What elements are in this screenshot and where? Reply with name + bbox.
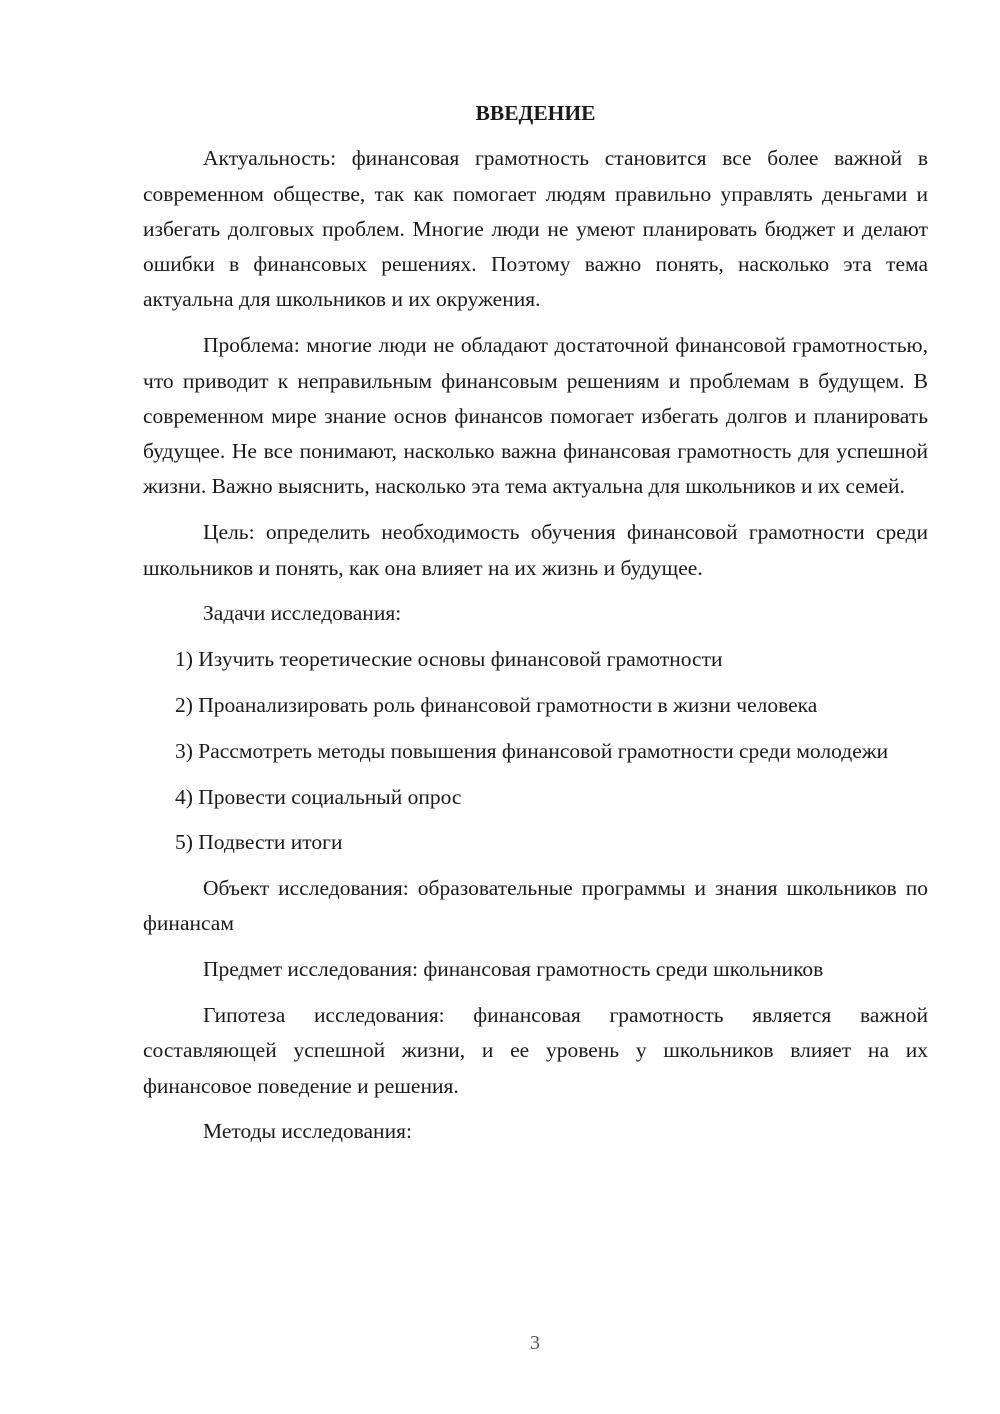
task-item-2: 2) Проанализировать роль финансовой грамотности в жизни человека: [175, 692, 818, 717]
paragraph-hypothesis: Гипотеза исследования: финансовая грамотность является важной составляющей успешной жизни, и ее уровень у школьников влияет на их финансовое поведение и решения.: [143, 1003, 928, 1098]
section-title: ВВЕДЕНИЕ: [475, 101, 596, 125]
paragraph-relevance: Актуальность: финансовая грамотность становится все более важной в современном обществе, так как помогает людям правильно управлять деньгами и избегать долговых проблем. Многие люди не умеют планировать бюджет и делают ошибки в финансовых решениях. Поэтому важно понять, насколько эта тема актуальна для школьников и их окружения.: [143, 146, 928, 312]
paragraph-goal: Цель: определить необходимость обучения финансовой грамотности среди школьников и понять, как она влияет на их жизнь и будущее.: [143, 520, 928, 580]
task-item-5: 5) Подвести итоги: [175, 830, 343, 855]
paragraph-problem: Проблема: многие люди не обладают достаточной финансовой грамотностью, что приводит к неправильным финансовым решениям и проблемам в будущем. В современном мире знание основ финансов помогает избегать долгов и планировать будущее. Не все понимают, насколько важна финансовая грамотность для успешной жизни. Важно выяснить, насколько эта тема актуальна для школьников и их семей.: [143, 333, 928, 499]
task-item-4: 4) Провести социальный опрос: [175, 784, 462, 809]
page-number: 3: [530, 1332, 540, 1354]
page-content: [143, 96, 928, 1160]
paragraph-methods: Методы исследования:: [203, 1119, 412, 1144]
task-item-3: 3) Рассмотреть методы повышения финансовой грамотности среди молодежи: [175, 738, 889, 763]
task-item-1: 1) Изучить теоретические основы финансовой грамотности: [175, 647, 723, 672]
paragraph-tasks-heading: Задачи исследования:: [203, 601, 402, 626]
paragraph-object: Объект исследования: образовательные программы и знания школьников по финансам: [143, 876, 928, 936]
paragraph-subject: Предмет исследования: финансовая грамотность среди школьников: [203, 957, 824, 982]
